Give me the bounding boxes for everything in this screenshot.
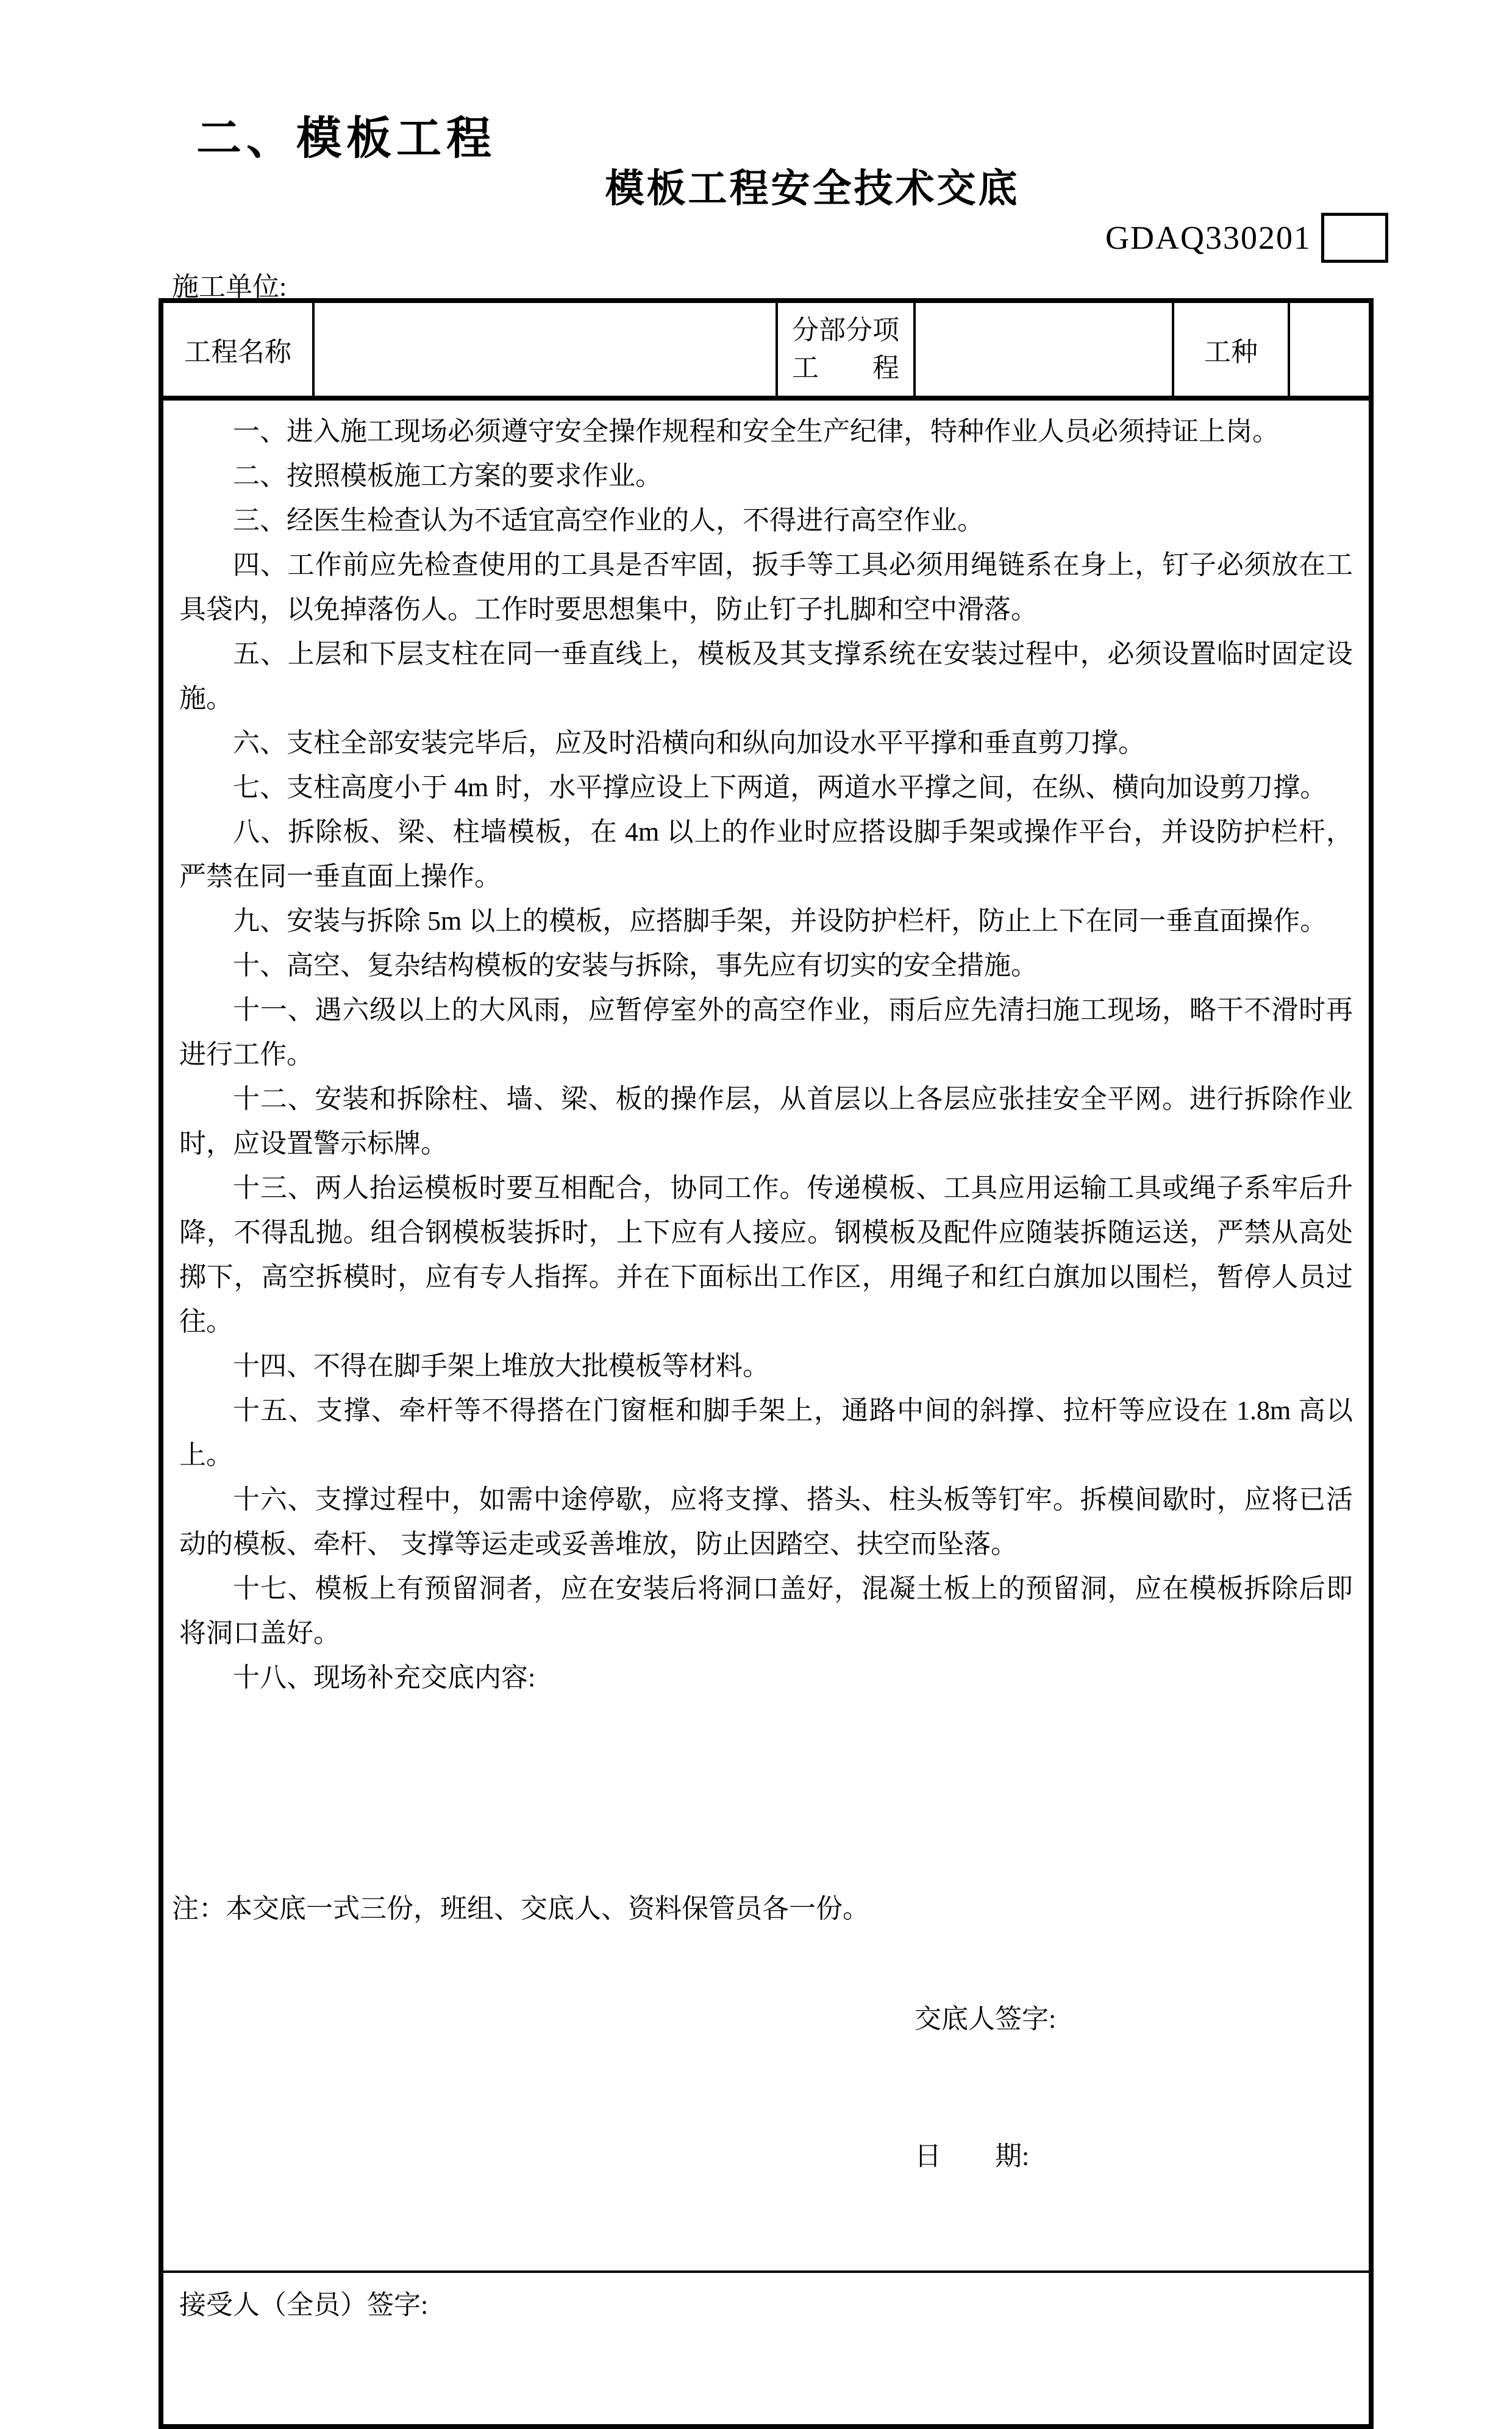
safety-items-cell (161, 398, 1371, 2272)
safety-item-3: 三、经医生检查认为不适宜高空作业的人，不得进行高空作业。 (233, 505, 984, 535)
safety-item-9: 九、安装与拆除 5m 以上的模板，应搭脚手架，并设防护栏杆，防止上下在同一垂直面操作。 (233, 906, 1327, 936)
safety-item-2: 二、按照模板施工方案的要求作业。 (233, 461, 662, 491)
construction-unit-label: 施工单位: (172, 272, 287, 302)
safety-item-6: 六、支柱全部安装完毕后，应及时沿横向和纵向加设水平平撑和垂直剪刀撑。 (233, 728, 1145, 758)
section-title: 二、模板工程 (196, 113, 496, 163)
sub-project-label (777, 301, 915, 398)
safety-item-16: 十六、支撑过程中，如需中途停歇，应将支撑、搭头、柱头板等钉牢。拆模间歇时，应将已活动的模板、牵杆、 支撑等运走或妥善堆放，防止因踏空、扶空而坠落。 (179, 1485, 1353, 1559)
sub-project-input-cell[interactable] (915, 301, 1173, 398)
safety-item-18: 十八、现场补充交底内容: (233, 1663, 536, 1692)
safety-item-1: 一、进入施工现场必须遵守安全操作规程和安全生产纪律，特种作业人员必须持证上岗。 (233, 416, 1279, 446)
form-code-fill-box[interactable] (1321, 213, 1388, 263)
safety-item-17: 十七、模板上有预留洞者，应在安装后将洞口盖好，混凝土板上的预留洞，应在模板拆除后即将洞口盖好。 (179, 1574, 1353, 1648)
sub-project-label-line2: 工 程 (792, 353, 899, 383)
safety-item-4: 四、工作前应先检查使用的工具是否牢固，扳手等工具必须用绳链系在身上，钉子必须放在工具袋内，以免掉落伤人。工作时要思想集中，防止钉子扎脚和空中滑落。 (179, 550, 1353, 624)
safety-item-12: 十二、安装和拆除柱、墙、梁、板的操作层，从首层以上各层应张挂安全平网。进行拆除作业时，应设置警示标牌。 (179, 1084, 1353, 1158)
signature-block (915, 1905, 1353, 2270)
sub-project-label-line1: 分部分项 (792, 315, 899, 345)
receiver-signature-cell[interactable]: 接受人（全员）签字: (161, 2272, 1371, 2427)
table-receiver-row (161, 2272, 1371, 2427)
safety-item-15: 十五、支撑、牵杆等不得搭在门窗框和脚手架上，通路中间的斜撑、拉杆等应设在 1.8m 高以上。 (179, 1396, 1353, 1470)
form-code-row (159, 212, 1388, 263)
safety-item-10: 十、高空、复杂结构模板的安装与拆除，事先应有切实的安全措施。 (233, 951, 1038, 980)
safety-item-13: 十三、两人抬运模板时要互相配合，协同工作。传递模板、工具应用运输工具或绳子系牢后升降，不得乱抛。组合钢模板装拆时，上下应有人接应。钢模板及配件应随装拆随运送，严禁从高处掷下，高空拆模时，应有专人指挥。并在下面标出工作区，用绳子和红白旗加以围栏，暂停人员过往。 (179, 1173, 1353, 1336)
page-title: 模板工程安全技术交底 (605, 166, 1020, 210)
safety-item-5: 五、上层和下层支柱在同一垂直线上，模板及其支撑系统在安装过程中，必须设置临时固定设施。 (179, 639, 1353, 713)
supplement-blank-area[interactable] (179, 1700, 1353, 1905)
safety-item-14: 十四、不得在脚手架上堆放大批模板等材料。 (233, 1351, 769, 1381)
table-header-row (161, 301, 1371, 398)
work-type-label: 工种 (1173, 301, 1289, 398)
safety-item-7: 七、支柱高度小于 4m 时，水平撑应设上下两道，两道水平撑之间，在纵、横向加设剪刀撑。 (233, 772, 1327, 802)
project-name-input-cell[interactable] (313, 301, 777, 398)
safety-item-11: 十一、遇六级以上的大风雨，应暂停室外的高空作业，雨后应先清扫施工现场，略干不滑时再进行工作。 (179, 995, 1353, 1069)
table-body-row (161, 398, 1371, 2272)
safety-item-8: 八、拆除板、梁、柱墙模板，在 4m 以上的作业时应搭设脚手架或操作平台，并设防护栏杆，严禁在同一垂直面上操作。 (179, 817, 1353, 891)
discloser-signature-label: 交底人签字: (915, 2004, 1057, 2034)
date-label: 日 期: (915, 2141, 1030, 2171)
disclosure-form-table (159, 298, 1374, 2429)
form-code: GDAQ330201 (1105, 219, 1311, 256)
footer-note: 注：本交底一式三份，班组、交底人、资料保管员各一份。 (172, 1894, 869, 1924)
project-name-label: 工程名称 (161, 301, 313, 398)
work-type-input-cell[interactable] (1289, 301, 1371, 398)
